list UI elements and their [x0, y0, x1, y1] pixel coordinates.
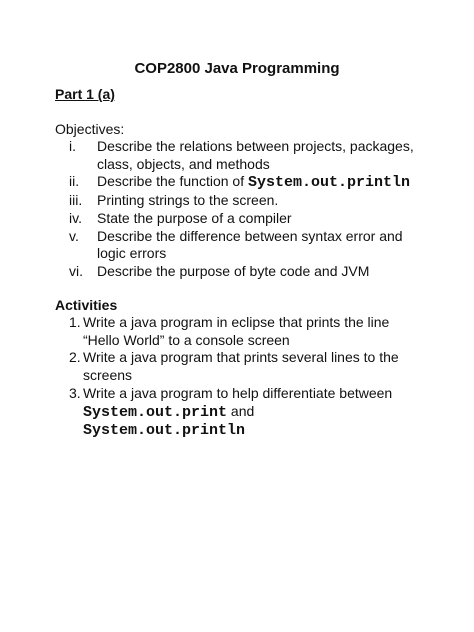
objectives-list	[55, 138, 415, 281]
objective-item	[55, 228, 415, 263]
objective-text: Printing strings to the screen.	[97, 192, 279, 209]
part-heading: Part 1 (a)	[55, 86, 115, 102]
objective-item	[55, 192, 415, 210]
objective-number: iii.	[69, 192, 83, 209]
activity-item	[55, 385, 415, 440]
objective-item	[55, 173, 415, 192]
activity-text: Write a java program that prints several lines to the screens	[83, 349, 399, 384]
objective-text: Describe the purpose of byte code and JVM	[97, 262, 370, 279]
activities-heading: Activities	[55, 297, 118, 313]
activity-code: System.out.print	[83, 403, 228, 421]
activity-item	[55, 314, 415, 349]
objective-number: ii.	[69, 173, 80, 190]
activity-number: 1.	[69, 314, 81, 330]
activity-joiner: and	[230, 402, 255, 419]
activity-code: System.out.println	[83, 422, 246, 440]
activities-list	[55, 314, 415, 440]
objective-number: iv.	[69, 209, 82, 226]
objective-item	[55, 263, 415, 281]
objective-item	[55, 210, 415, 228]
objective-text: Describe the difference between syntax error and logic errors	[97, 227, 403, 262]
objective-item	[55, 138, 415, 173]
activity-number: 2.	[69, 349, 81, 366]
objective-number: v.	[69, 227, 79, 244]
objective-text: State the purpose of a compiler	[97, 209, 292, 226]
objective-text: Describe the relations between projects, packages, class, objects, and methods	[97, 138, 414, 172]
objective-text: Describe the function of	[97, 173, 248, 190]
objective-number: i.	[69, 138, 76, 154]
activity-text: Write a java program in eclipse that prints the line “Hello World” to a console screen	[83, 314, 390, 348]
objective-number: vi.	[69, 262, 83, 279]
document-title: COP2800 Java Programming	[134, 60, 340, 77]
activity-text: Write a java program to help differentiate between	[83, 384, 393, 401]
objectives-heading: Objectives:	[55, 121, 125, 137]
activity-item	[55, 349, 415, 384]
objective-code: System.out.println	[247, 174, 411, 192]
activity-number: 3.	[69, 384, 81, 401]
